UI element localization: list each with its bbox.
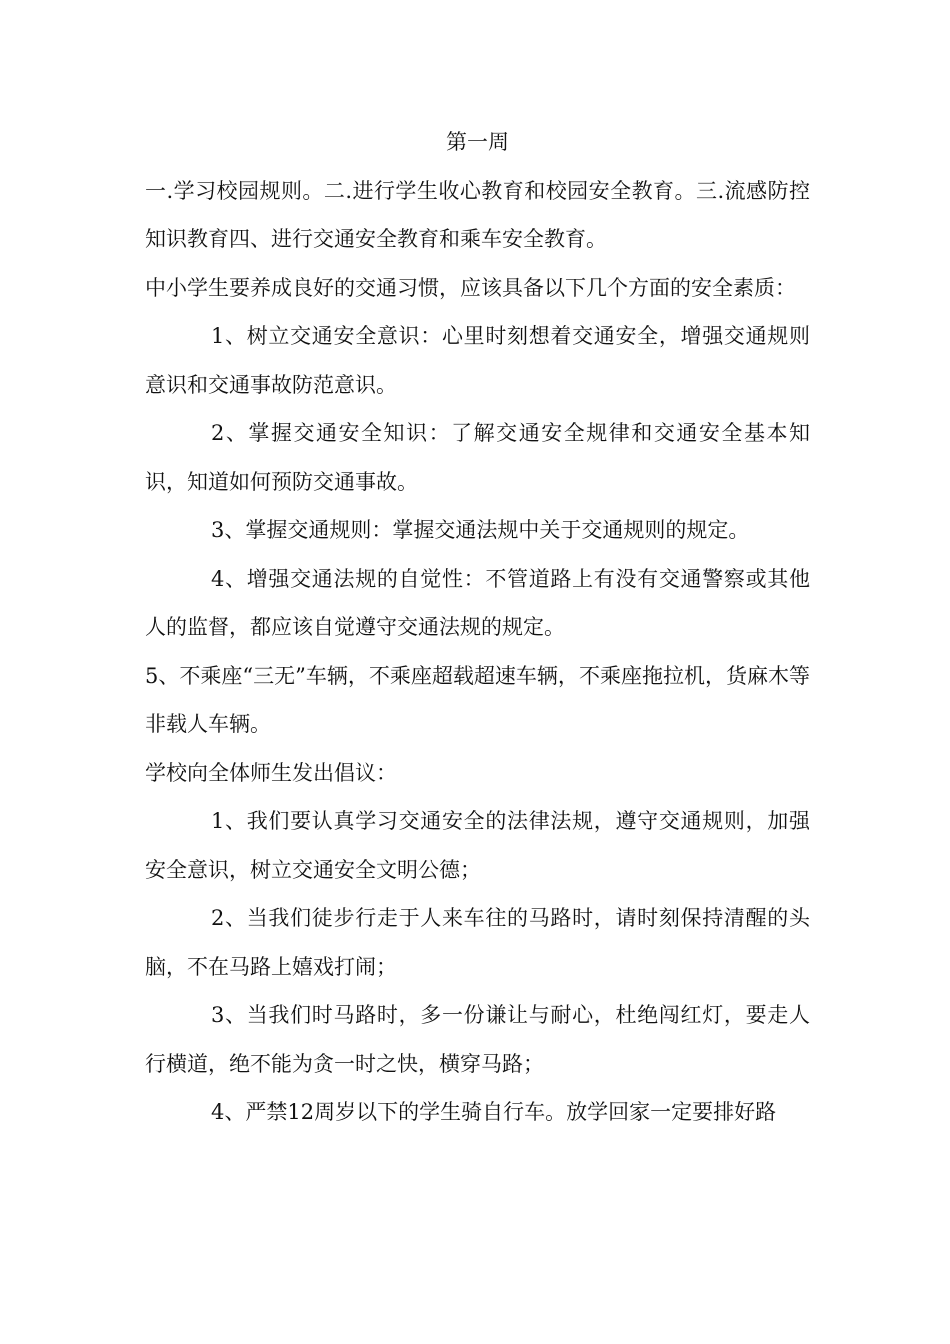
page-title: 第一周 (446, 130, 509, 154)
paragraph: 2、当我们徒步行走于人来车往的马路时，请时刻保持清醒的头脑，不在马路上嬉戏打闹； (145, 906, 810, 979)
paragraph: 3、掌握交通规则：掌握交通法规中关于交通规则的规定。 (211, 518, 750, 542)
paragraph: 中小学生要养成良好的交通习惯，应该具备以下几个方面的安全素质： (145, 275, 796, 300)
paragraph: 2、掌握交通安全知识：了解交通安全规律和交通安全基本知识，知道如何预防交通事故。 (145, 421, 810, 494)
paragraph: 3、当我们时马路时，多一份谦让与耐心，杜绝闯红灯，要走人行横道，绝不能为贪一时之快，横穿马路； (145, 1003, 810, 1076)
paragraph: 5、不乘座“三无”车辆，不乘座超载超速车辆，不乘座拖拉机，货麻木等非载人车辆。 (145, 663, 810, 736)
paragraph: 4、严禁12周岁以下的学生骑自行车。放学回家一定要排好路 (211, 1100, 777, 1124)
paragraph: 1、树立交通安全意识：心里时刻想着交通安全，增强交通规则意识和交通事故防范意识。 (145, 324, 810, 397)
paragraph: 学校向全体师生发出倡议： (145, 760, 397, 785)
paragraph: 4、增强交通法规的自觉性：不管道路上有没有交通警察或其他人的监督，都应该自觉遵守交通法规的规定。 (145, 566, 810, 639)
paragraph: 一.学习校园规则。二.进行学生收心教育和校园安全教育。三.流感防控知识教育四、进行交通安全教育和乘车安全教育。 (145, 178, 810, 251)
paragraph: 1、我们要认真学习交通安全的法律法规，遵守交通规则，加强安全意识，树立交通安全文明公德； (145, 809, 810, 882)
document-page (145, 118, 810, 1137)
